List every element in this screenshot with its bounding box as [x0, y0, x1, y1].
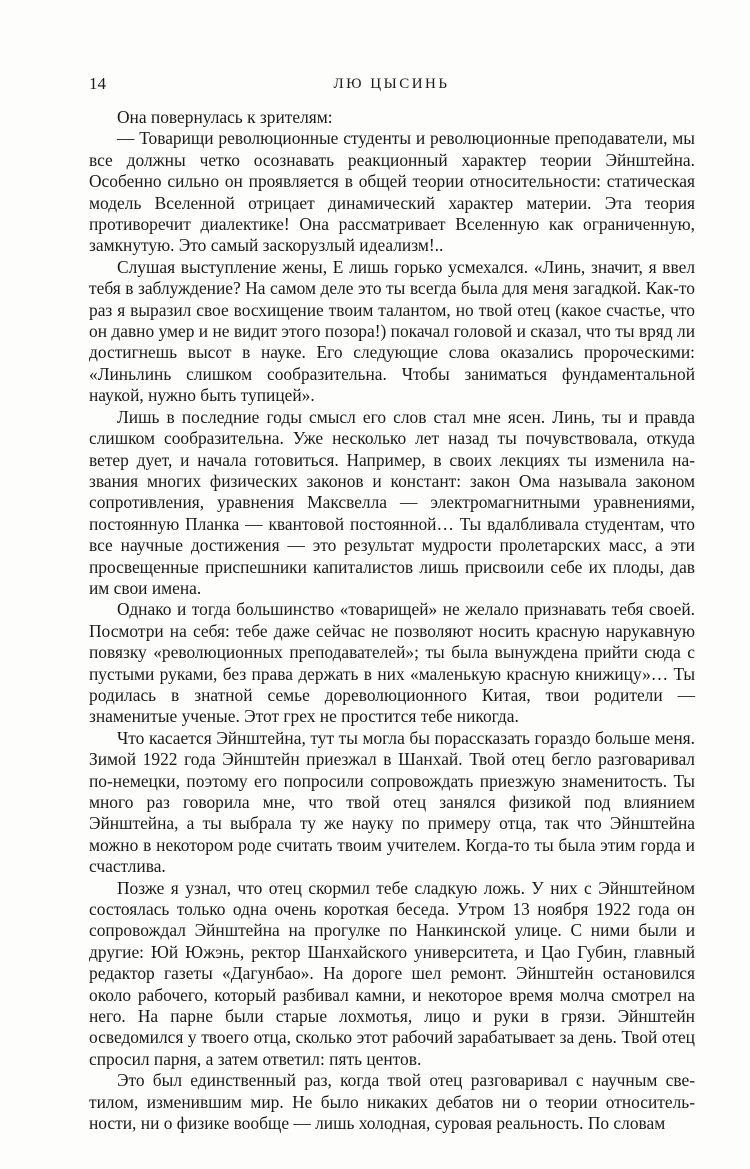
paragraph: Лишь в последние годы смысл его слов стал мне ясен. Линь, ты и правда слишком сообразительна. Уже несколько лет назад ты почувствовала, откуда ветер дует, и начала готовиться. Например, в своих лекциях ты изменила названия многих физических законов и констант: закон Ома называла законом сопротивления, уравнения Максвелла — электромагнитными уравнениями, постоянную Планка — квантовой постоянной… Ты вдалбливала студентам, что все научные достижения — это результат мудрости пролетарских масс, а эти просвещенные приспешники капиталистов лишь присвоили себе их плоды, дав им свои имена.: [89, 406, 695, 598]
paragraph: Слушая выступление жены, Е лишь горько усмехался. «Линь, значит, я ввел тебя в заблуждение? На самом деле это ты всегда была для меня загадкой. Как-то раз я выразил свое восхищение твоим талантом, но твой отец (какое счастье, что он давно умер и не видит этого позора!) покачал головой и сказал, что ты вряд ли достигнешь высот в науке. Его следующие слова оказались пророческими: «Линьлинь слишком сообразительна. Чтобы заниматься фундаментальной наукой, нужно быть тупицей».: [89, 256, 695, 406]
paragraph: Что касается Эйнштейна, тут ты могла бы порассказать гораздо больше меня. Зимой 1922 года Эйнштейн приезжал в Шанхай. Твой отец бегло разговаривал по-немецки, поэтому его попросили сопровождать приезжую знаменитость. Ты много раз говорила мне, что твой отец занялся физикой под влиянием Эйнштейна, а ты выбрала ту же науку по примеру отца, так что Эйнштейна можно в некотором роде считать твоим учителем. Когда-то ты была этим горда и счастлива.: [89, 727, 695, 877]
paragraph: Позже я узнал, что отец скормил тебе сладкую ложь. У них с Эйнштейном состоялась только одна очень короткая беседа. Утром 13 ноября 1922 года он сопровождал Эйнштейна на прогулке по Нанкинской улице. С ними были и другие: Юй Южэнь, ректор Шанхайского университета, и Цао Губин, главный редактор газеты «Дагунбао». На дороге шел ремонт. Эйнштейн остановился около рабочего, который разбивал камни, и некоторое время молча смотрел на него. На парне были старые лохмотья, лицо и руки в грязи. Эйнштейн осведомился у твоего отца, сколько этот рабочий зарабатывает за день. Твой отец спросил парня, а затем ответил: пять центов.: [89, 877, 695, 1069]
running-head: [89, 73, 694, 95]
page-number: 14: [89, 74, 106, 93]
body-text: [89, 107, 695, 1135]
paragraph: Это был единственный раз, когда твой отец разговаривал с научным светилом, изменившим мир. Не было никаких дебатов ни о теории относительности, ни о физике вообще — лишь холодная, суровая реальность. По словам: [89, 1070, 695, 1134]
paragraph: Однако и тогда большинство «товарищей» не желало признавать тебя своей. Посмотри на себя: тебе даже сейчас не позволяют носить красную нарукавную повязку «революционных преподавателей»; ты была вынуждена прийти сюда с пустыми руками, без права держать в них «маленькую красную книжицу»… Ты родилась в знатной семье дореволюционного Китая, твои родители — знаменитые ученые. Этот грех не простится тебе никогда.: [89, 599, 695, 727]
running-title: ЛЮ ЦЫСИНЬ: [333, 76, 450, 92]
paragraph: — Товарищи революционные студенты и революционные преподаватели, мы все должны четко осознавать реакционный характер теории Эйнштейна. Особенно сильно он проявляется в общей теории относительности: статическая модель Вселенной отрицает динамический характер материи. Эта теория противоречит диалектике! Она рассматривает Вселенную как ограниченную, замкнутую. Это самый заскорузлый идеализм!..: [89, 128, 695, 256]
paragraph: Она повернулась к зрителям:: [117, 107, 333, 127]
